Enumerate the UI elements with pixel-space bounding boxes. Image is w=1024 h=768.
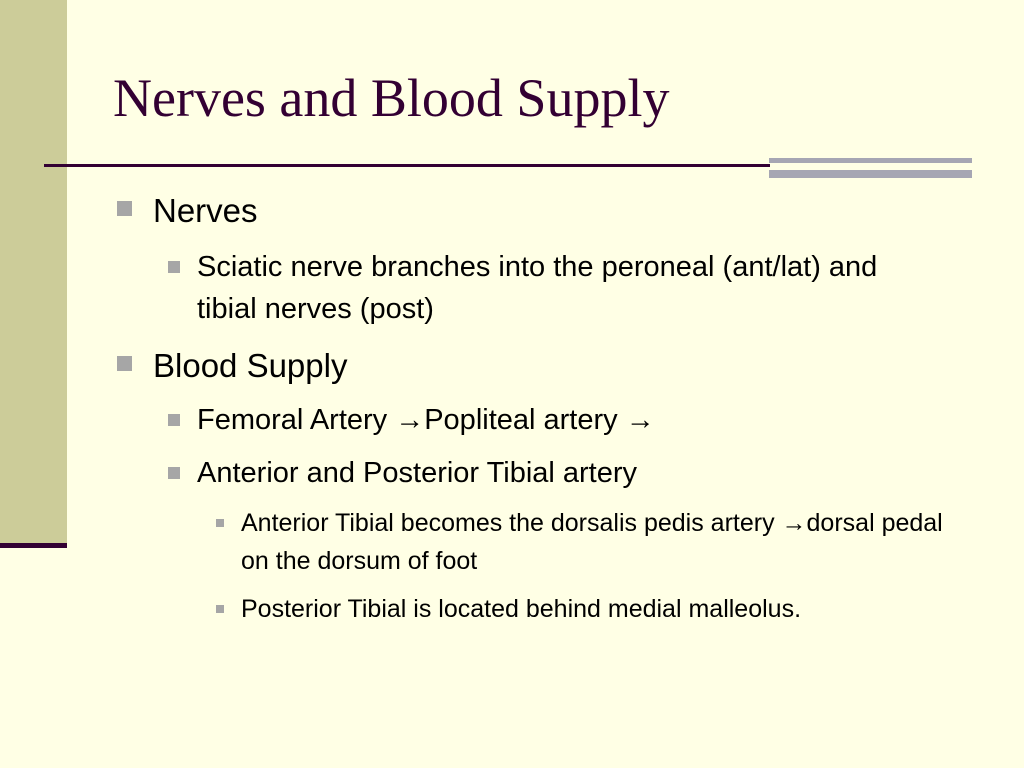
bullet-sciatic-nerve (168, 246, 888, 330)
bullet-text: Anterior and Posterior Tibial artery (197, 457, 638, 489)
bullet-text: Sciatic nerve branches into the peroneal (ant/lat) and tibial nerves (post) (197, 251, 878, 325)
decorative-gray-bar-top (769, 158, 972, 163)
slide-title: Nerves and Blood Supply (113, 68, 670, 128)
square-bullet-icon (117, 201, 132, 216)
left-accent-rule (0, 543, 67, 548)
bullet-text: Femoral Artery →Popliteal artery → (197, 404, 655, 436)
square-bullet-icon (168, 467, 180, 479)
left-accent-band (0, 0, 67, 545)
bullet-posterior-tibial (216, 590, 836, 628)
bullet-text: Nerves (153, 192, 258, 229)
bullet-text: Blood Supply (153, 347, 348, 384)
bullet-text: Anterior Tibial becomes the dorsalis pedis artery →dorsal pedal on the dorsum of foot (241, 509, 943, 575)
square-bullet-icon (216, 605, 224, 613)
bullet-blood-supply (117, 347, 817, 385)
square-bullet-icon (216, 519, 224, 527)
square-bullet-icon (168, 261, 180, 273)
title-underline (44, 164, 770, 167)
bullet-femoral-artery (168, 399, 888, 441)
square-bullet-icon (168, 414, 180, 426)
decorative-gray-bar-bottom (769, 170, 972, 178)
square-bullet-icon (117, 356, 132, 371)
bullet-tibial-artery (168, 452, 888, 494)
bullet-nerves (117, 192, 817, 230)
bullet-anterior-tibial (216, 504, 956, 580)
bullet-text: Posterior Tibial is located behind medial malleolus. (241, 595, 802, 623)
